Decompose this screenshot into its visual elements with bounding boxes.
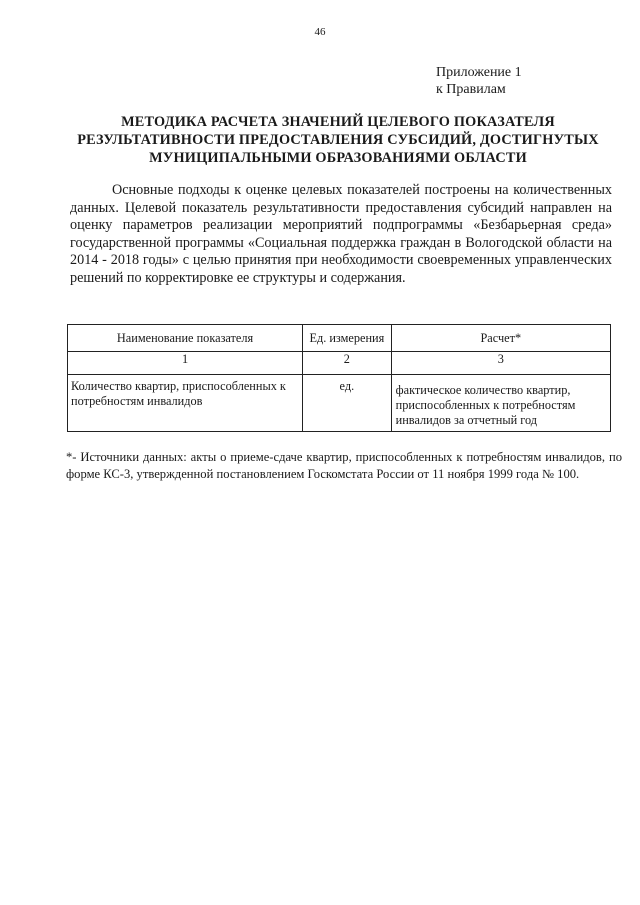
table-header-row bbox=[68, 325, 611, 352]
cell-indicator-name: Количество квартир, приспособленных к потребностям инвалидов bbox=[68, 375, 303, 432]
column-number-3: 3 bbox=[391, 352, 610, 375]
body-paragraph: Основные подходы к оценке целевых показателей построены на количественных данных. Целевой показатель результативности предоставления субсидий направлен на оценку параметров реализации мероприятий подпрограммы «Безбарьерная среда» государственной программы «Социальная поддержка граждан в Вологодской области на 2014 - 2018 годы» с целью принятия при необходимости своевременных управленческих решений по корректировке ее структуры и содержания. bbox=[70, 182, 612, 286]
indicators-table bbox=[67, 324, 611, 432]
footnote: *- Источники данных: акты о приеме-сдаче квартир, приспособленных к потребностям инвалидов, по форме КС-3, утвержденной постановлением Госкомстата России от 11 ноября 1999 года № 100. bbox=[66, 450, 622, 481]
appendix-line-1: Приложение 1 bbox=[436, 65, 522, 80]
column-number-2: 2 bbox=[303, 352, 392, 375]
header-calculation: Расчет* bbox=[391, 325, 610, 352]
table-column-numbers-row bbox=[68, 352, 611, 375]
title-line-3: МУНИЦИПАЛЬНЫМИ ОБРАЗОВАНИЯМИ ОБЛАСТИ bbox=[149, 150, 527, 166]
title-line-2: РЕЗУЛЬТАТИВНОСТИ ПРЕДОСТАВЛЕНИЯ СУБСИДИЙ, ДОСТИГНУТЫХ bbox=[77, 132, 599, 148]
header-unit: Ед. измерения bbox=[303, 325, 392, 352]
cell-unit: ед. bbox=[303, 375, 392, 432]
header-indicator-name: Наименование показателя bbox=[68, 325, 303, 352]
table-row bbox=[68, 375, 611, 432]
column-number-1: 1 bbox=[68, 352, 303, 375]
appendix-line-2: к Правилам bbox=[436, 82, 506, 97]
cell-calculation: фактическое количество квартир, приспособленных к потребностям инвалидов за отчетный год bbox=[391, 375, 610, 432]
title-line-1: МЕТОДИКА РАСЧЕТА ЗНАЧЕНИЙ ЦЕЛЕВОГО ПОКАЗАТЕЛЯ bbox=[121, 114, 555, 130]
appendix-reference bbox=[436, 64, 522, 98]
document-title bbox=[58, 113, 618, 167]
page-number: 46 bbox=[314, 26, 326, 38]
